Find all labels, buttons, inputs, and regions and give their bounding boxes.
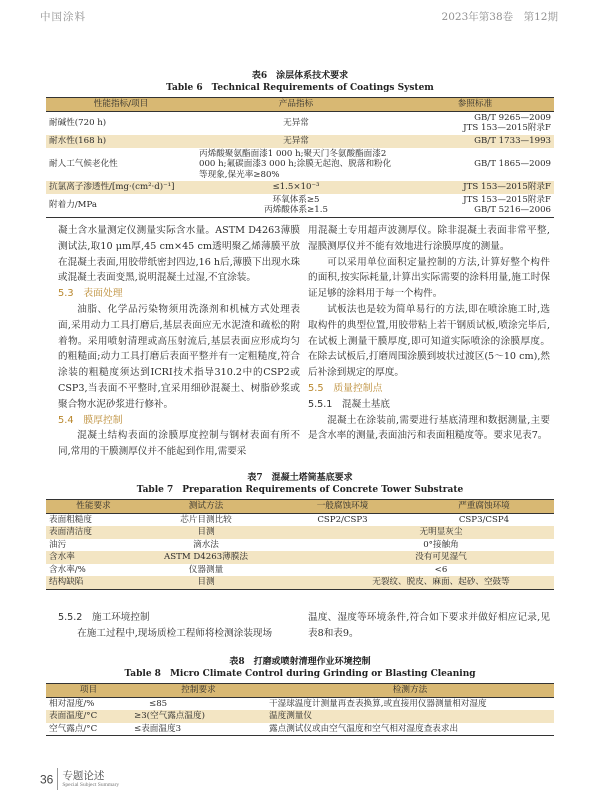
table7-cell: 仪器测量 xyxy=(188,564,224,575)
table6-cell: JTS 153—2015附录F xyxy=(463,182,551,192)
table7-cell: <6 xyxy=(434,564,448,575)
table8-cell: 温度测量仪 xyxy=(269,711,312,721)
table8-title-cn: 表8 打磨或喷射清理作业环境控制 xyxy=(229,657,371,667)
table6-header: 产品指标 xyxy=(278,99,314,109)
section-heading-5-5-2: 5.5.2 施工环境控制 xyxy=(58,612,150,623)
table8-cell: ≤表面温度3 xyxy=(134,723,182,734)
table7-cell: 无明显灰尘 xyxy=(419,527,463,537)
table7-cell: 滴水法 xyxy=(193,539,219,550)
table8-header: 检测方法 xyxy=(392,685,428,695)
table7-cell: 含水率/% xyxy=(49,564,86,575)
table7-cell: 结构缺陷 xyxy=(49,577,84,587)
table7-title-en: Table 7 Preparation Requirements of Concrete Tower Substrate xyxy=(136,485,464,495)
table8-header: 控制要求 xyxy=(181,685,216,695)
table7-cell: 油污 xyxy=(49,539,67,550)
table6-cell: 无异常 xyxy=(283,118,309,128)
table7-cell: 0°接触角 xyxy=(423,539,459,550)
table6-cell: 耐人工气候老化性 xyxy=(49,159,118,169)
section-heading-5-4: 5.4 膜厚控制 xyxy=(58,414,123,426)
paragraph: 试板法也是较为简单易行的方法,即在喷涂施工时,选取构件的典型位置,用胶带粘上若干钢质试板,喷涂完毕后,在试板上测量干膜厚度,即可知道实际喷涂的涂膜厚度。在除去试板后,打磨周围涂膜到坡状过渡区(5～10 cm),然后补涂到规定的厚度。 xyxy=(308,303,550,379)
table7-header: 性能要求 xyxy=(76,501,111,511)
table6-title-cn: 表6 涂层体系技术要求 xyxy=(251,71,349,81)
table8-title-en: Table 8 Micro Climate Control during Grinding or Blasting Cleaning xyxy=(124,669,476,679)
table7-cell: 含水率 xyxy=(49,552,75,562)
table7-cell: 目测 xyxy=(197,527,215,537)
table7-cell: 没有可见湿气 xyxy=(415,552,467,562)
paragraph: 混凝土结构表面的涂膜厚度控制与钢材表面有所不同,常用的干膜测厚仪并不能起到作用,需要采 xyxy=(58,430,300,458)
table7-cell: 目测 xyxy=(197,577,215,587)
table8-header: 项目 xyxy=(79,685,98,695)
section-heading-5-3: 5.3 表面处理 xyxy=(58,288,123,300)
table6-cell: GB/T 1733—1993 xyxy=(474,136,551,146)
journal-name: 中国涂料 xyxy=(40,11,86,23)
table6-cell: 附着力/MPa xyxy=(49,199,97,210)
table8 xyxy=(46,683,554,736)
page-footer xyxy=(40,768,119,790)
table6-cell: 无异常 xyxy=(283,136,309,146)
paragraph: 用混凝土专用超声波测厚仪。除非混凝土表面非常平整,湿膜测厚仪并不能有效地进行涂膜厚度的测量。 xyxy=(308,225,550,252)
table7-cell: ASTM D4263薄膜法 xyxy=(164,552,248,562)
issue-info: 2023年第38卷 第12期 xyxy=(441,11,558,23)
table7-cell: CSP2/CSP3 xyxy=(317,514,368,525)
table6-title-en: Table 6 Technical Requirements of Coatings System xyxy=(166,83,434,93)
table6-cell: 耐水性(168 h) xyxy=(49,136,107,146)
left-column-lower xyxy=(58,610,300,642)
table6-cell: 抗氯离子渗透性/[mg·(cm²·d)⁻¹] xyxy=(49,182,175,192)
paragraph: 温度、湿度等环境条件,符合如下要求并做好相应记录,见表8和表9。 xyxy=(308,612,550,639)
table6-cell: 耐碱性(720 h) xyxy=(49,118,107,128)
table7-cell: 表面清洁度 xyxy=(49,527,92,537)
table7-cell: 无裂纹、脱皮、麻面、起砂、空鼓等 xyxy=(372,577,510,587)
table7-header: 一般腐蚀环境 xyxy=(316,501,369,511)
page-number: 36 xyxy=(40,772,54,787)
left-column xyxy=(58,223,300,460)
paragraph: 混凝土在涂装前,需要进行基底清理和数据测量,主要是含水率的测量,表面油污和表面粗糙度等。要求见表7。 xyxy=(308,414,550,442)
table7 xyxy=(46,499,554,590)
paragraph: 凝土含水量测定仪测量实际含水量。ASTM D4263薄膜测试法,取10 μm厚,45 cm×45 cm透明聚乙烯薄膜平放在混凝土表面,用胶带纸密封四边,16 h后,薄膜下出现水珠或混凝土表面变黑,说明混凝土过湿,不宜涂装。 xyxy=(58,225,300,284)
table6 xyxy=(46,97,554,218)
table7-cell: 表面粗糙度 xyxy=(49,514,92,525)
table8-cell: 露点测试仪或由空气温度和空气相对湿度查表求出 xyxy=(269,723,459,734)
table7-header: 测试方法 xyxy=(188,501,224,511)
table6-cell: 丙烯酸聚氨酯面漆1 000 h;聚天门冬氨酸酯面漆2 000 h;氟碳面漆3 000 h;涂膜无起泡、脱落和粉化等现象,保光率≥80% xyxy=(199,148,392,180)
table6-cell: JTS 153—2015附录F GB/T 5216—2006 xyxy=(463,194,551,215)
table8-cell: ≥3(空气露点温度) xyxy=(134,711,205,721)
table8-cell: 空气露点/°C xyxy=(49,723,98,734)
table6-header: 性能指标/项目 xyxy=(93,99,149,109)
section-label-en: Special Subject Summary xyxy=(62,781,120,788)
section-label xyxy=(62,770,119,789)
section-label-cn: 专题论述 xyxy=(62,769,105,782)
right-column xyxy=(308,223,550,444)
table6-cell: ≤1.5×10⁻³ xyxy=(272,182,320,192)
table6-cell: GB/T 9265—2009 JTS 153—2015附录F xyxy=(463,112,551,134)
footer-divider xyxy=(57,768,58,790)
table8-cell: ≤85 xyxy=(149,698,168,709)
table7-cell: 芯片目测比较 xyxy=(180,514,232,525)
section-heading-5-5: 5.5 质量控制点 xyxy=(308,382,383,394)
table7-header: 严重腐蚀环境 xyxy=(458,501,510,511)
table6-cell: GB/T 1865—2009 xyxy=(474,159,551,169)
paragraph: 在施工过程中,现场质检工程师将检测涂装现场 xyxy=(77,627,273,639)
section-heading-5-5-1: 5.5.1 混凝土基底 xyxy=(308,398,390,410)
table7-cell: CSP3/CSP4 xyxy=(458,514,510,525)
table7-title-cn: 表7 混凝土塔筒基底要求 xyxy=(247,473,353,483)
table8-cell: 相对湿度/% xyxy=(49,698,95,709)
table8-cell: 干湿球温度计测量再查表换算,或直接用仪器测量相对湿度 xyxy=(269,698,487,709)
paragraph: 可以采用单位面积定量控制的方法,计算好整个构件的面积,按实际耗量,计算出实际需要的涂料用量,施工时保证足够的涂料用于每一个构件。 xyxy=(308,256,550,300)
right-column-lower xyxy=(308,610,550,642)
table8-cell: 表面温度/°C xyxy=(49,711,98,721)
paragraph: 油脂、化学品污染物须用洗涤剂和机械方式处理表面,采用动力工具打磨后,基层表面应无水泥渣和疏松的附着物。采用喷射清理或高压射流后,基层表面应形成均匀的粗糙面;动力工具打磨后表面平整并有一定粗糙度,符合涂装的粗糙度须达到ICRI技术指导310.2中的CSP2或CSP3,当表面不平整时,宜采用细砂混凝土、树脂砂浆或聚合物水泥砂浆进行修补。 xyxy=(58,303,300,410)
table6-cell: 环氧体系≥5 丙烯酸体系≥1.5 xyxy=(264,194,328,215)
table6-header: 参照标准 xyxy=(457,99,493,109)
